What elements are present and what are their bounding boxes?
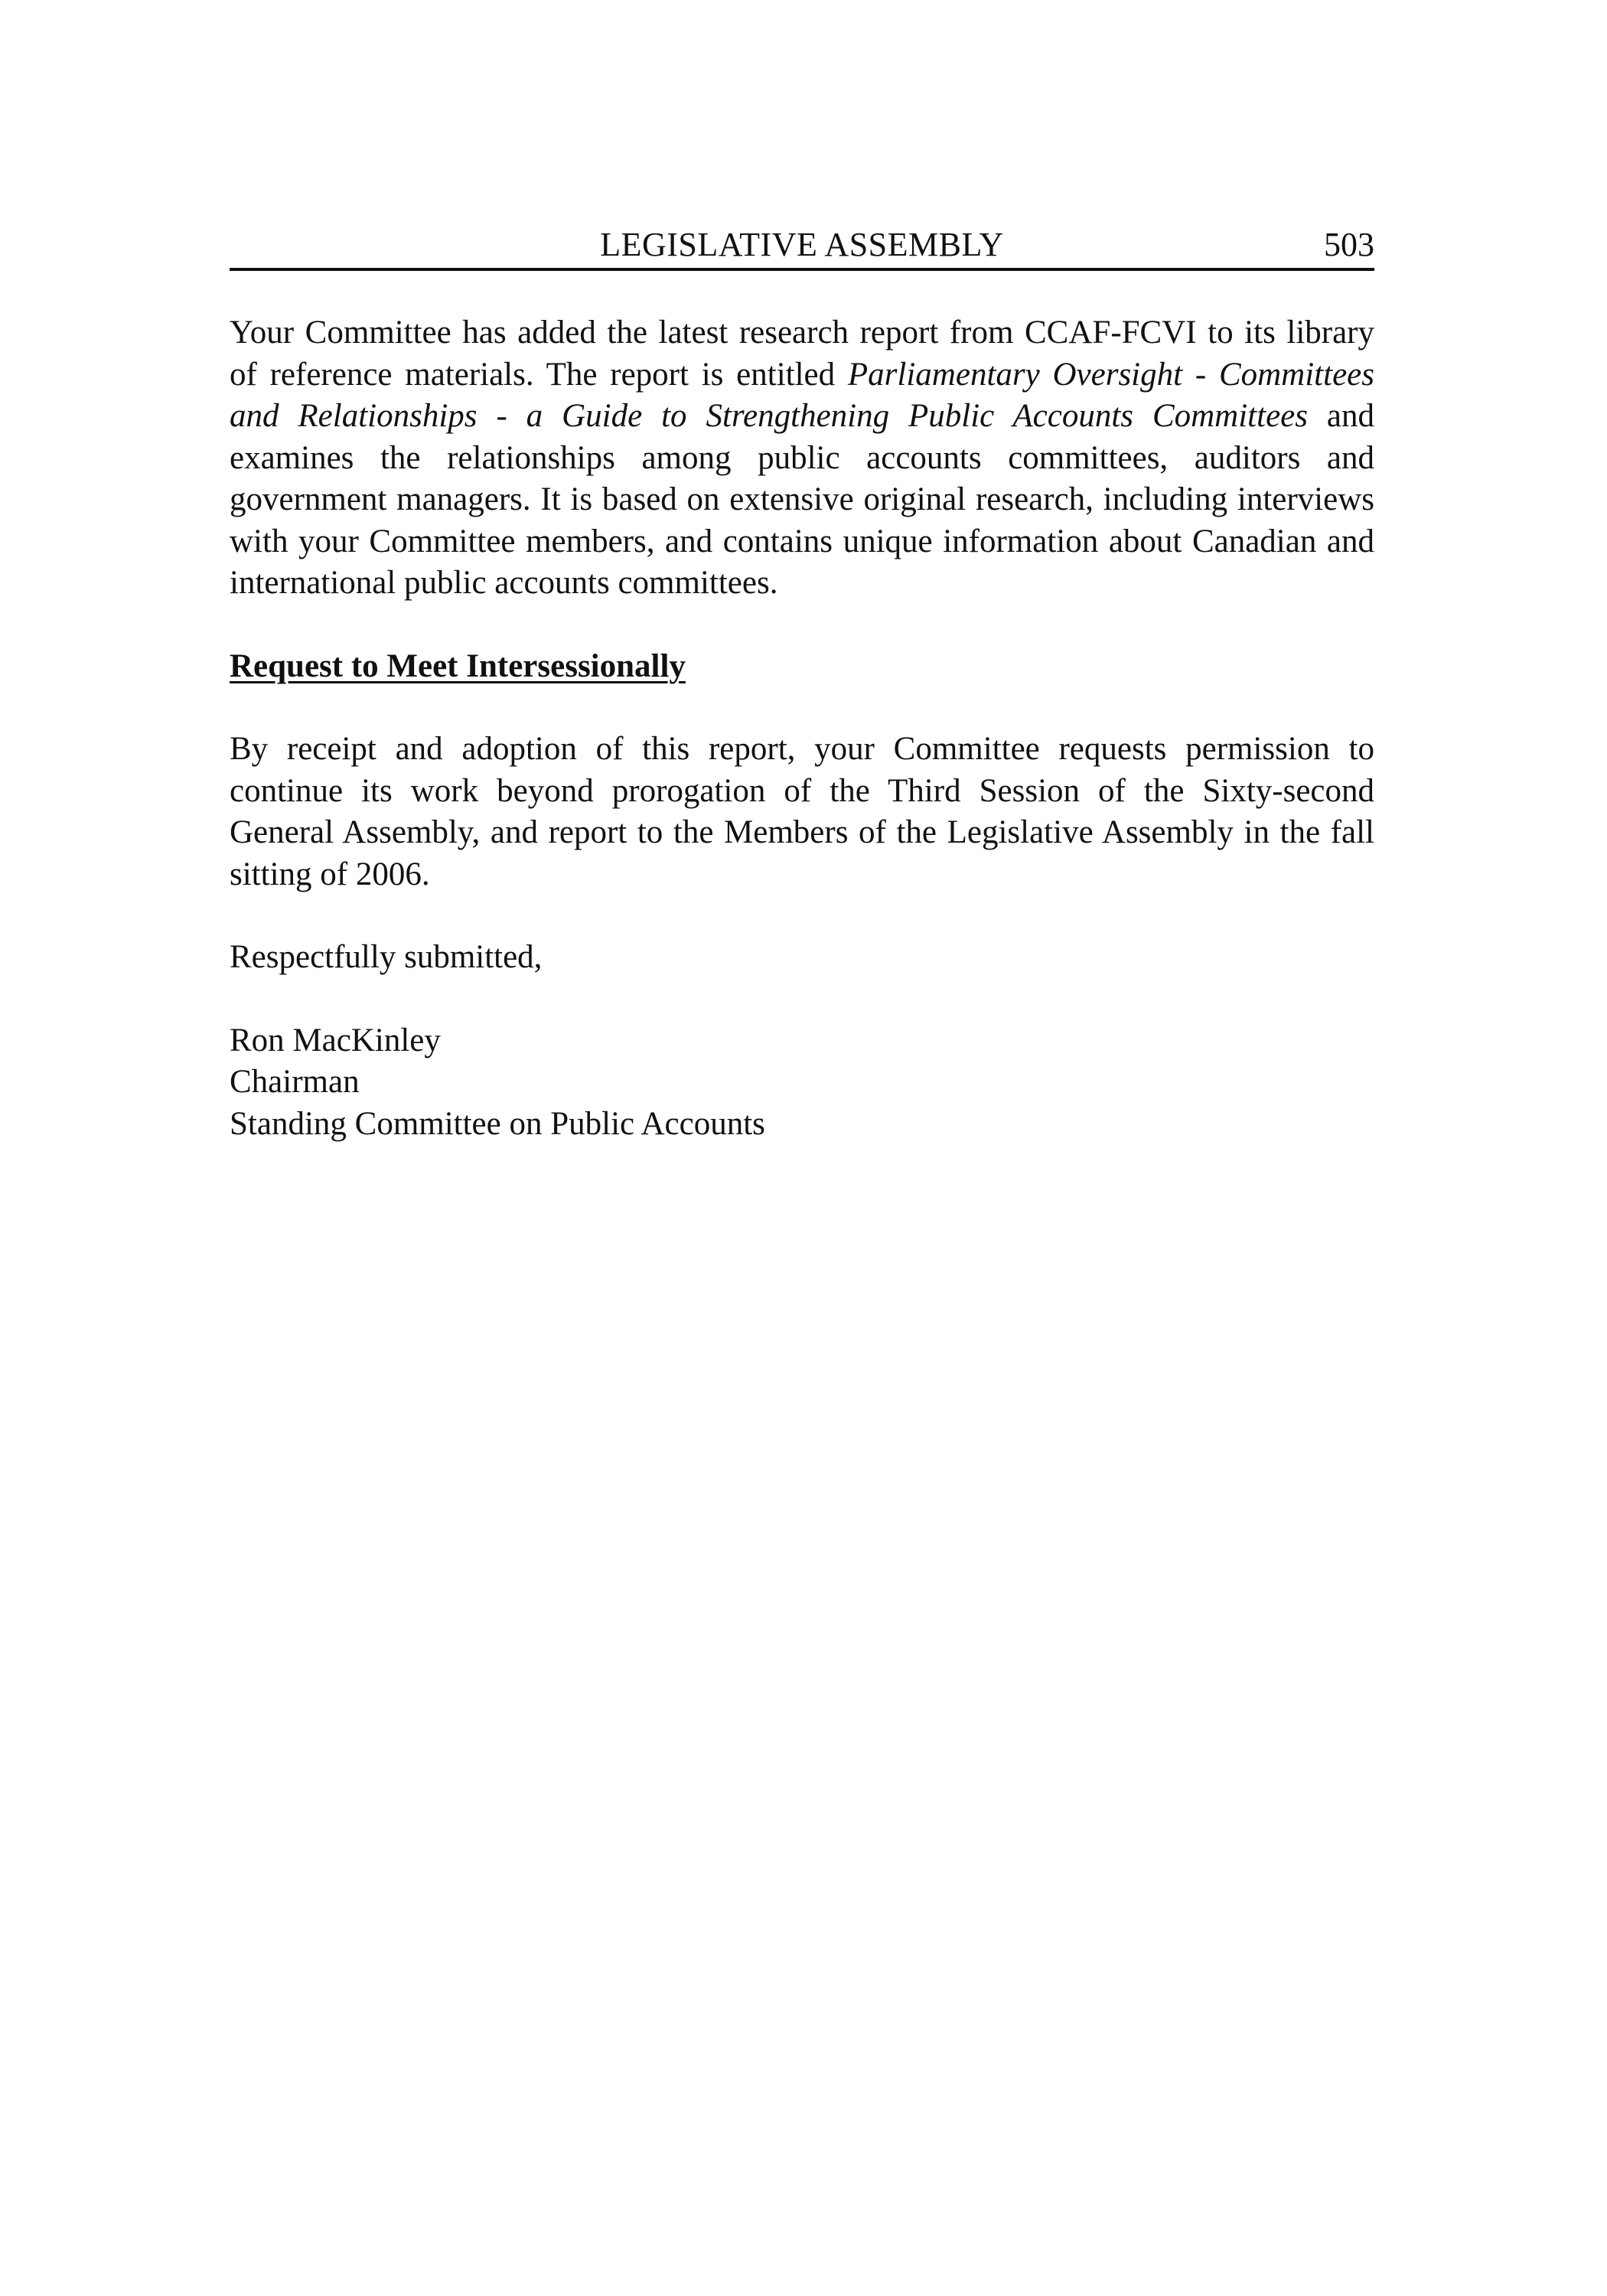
closing-line: Respectfully submitted, (230, 939, 543, 975)
page-number: 503 (1324, 226, 1374, 263)
signatory-committee: Standing Committee on Public Accounts (230, 1105, 765, 1142)
section-heading: Request to Meet Intersessionally (230, 647, 686, 684)
signature-block (230, 1020, 1374, 1146)
signatory-role: Chairman (230, 1064, 360, 1100)
paragraph-text-start: Your Committee has added the latest research report from CCAF-FCVI to its library of reference materials. The report is entitled (230, 315, 1374, 393)
document-page (230, 0, 1374, 2296)
paragraph-request: By receipt and adoption of this report, your Committee requests permission to continue its work beyond prorogation of the Third Session of the Sixty-second General Assembly, and report to the Members of the Legislative Assembly in the fall sitting of 2006. (230, 731, 1374, 892)
report-title: Parliamentary Oversight - Committees and Relationships - a Guide to Strengthening Public Accounts Committees (230, 356, 1374, 434)
document-body (230, 312, 1374, 1145)
running-header (230, 222, 1374, 271)
header-title: LEGISLATIVE ASSEMBLY (600, 226, 1004, 263)
signatory-name: Ron MacKinley (230, 1022, 441, 1058)
paragraph-text-end: and examines the relationships among public accounts committees, auditors and government managers. It is based on extensive original research, including interviews with your Committee members, and contains unique information about Canadian and international public accounts committees. (230, 398, 1374, 601)
paragraph-research-report (230, 312, 1374, 605)
